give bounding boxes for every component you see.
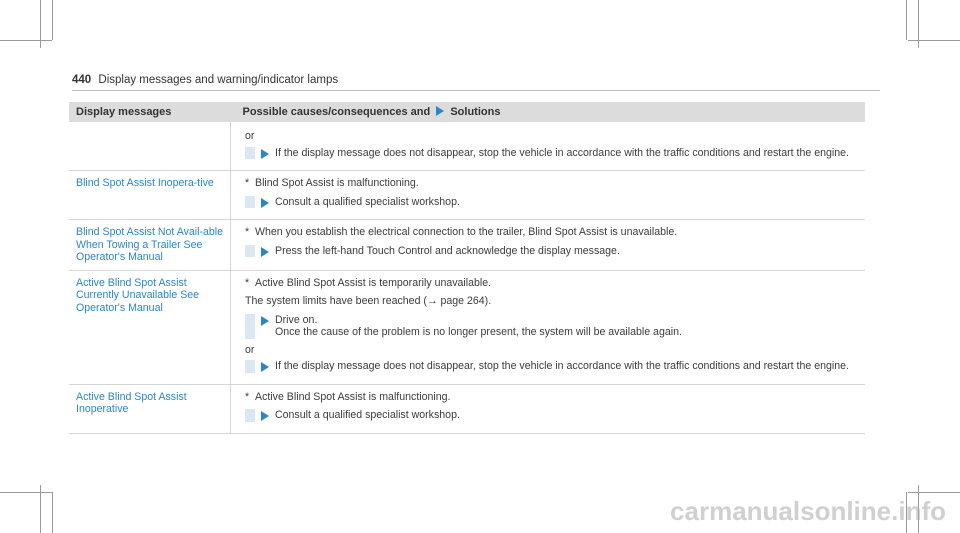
- play-arrow-icon: [261, 316, 269, 326]
- play-arrow-icon: [261, 362, 269, 372]
- step-text: Consult a qualified specialist workshop.: [275, 409, 460, 421]
- step-bar: [245, 245, 255, 258]
- step-bar: [245, 147, 255, 160]
- play-arrow-icon: [261, 247, 269, 257]
- message-cell: [69, 122, 231, 171]
- table-row: [69, 270, 865, 384]
- play-arrow-icon: [261, 149, 269, 159]
- display-messages-table: [69, 102, 865, 434]
- page-number: 440: [72, 74, 92, 86]
- crop-mark: [908, 40, 960, 41]
- solution-step: [245, 314, 857, 339]
- table-row: [69, 384, 865, 433]
- step-text: If the display message does not disappear, stop the vehicle in accordance with the traffic conditions and restart the engine.: [275, 146, 849, 159]
- cause-text: When you establish the electrical connection to the trailer, Blind Spot Assist is unavailable.: [255, 226, 678, 238]
- message-cell: Blind Spot Assist Not Avail-able When Towing a Trailer See Operator's Manual: [69, 220, 231, 271]
- or-text: or: [245, 130, 255, 142]
- cause-cell: [231, 270, 866, 384]
- table-header-row: [69, 102, 865, 122]
- play-arrow-icon: [261, 198, 269, 208]
- cause-cell: [231, 122, 866, 171]
- message-cell: Active Blind Spot Assist Inoperative: [69, 384, 231, 433]
- header-causes-solutions: [231, 102, 866, 122]
- step-bar: [245, 409, 255, 422]
- step-bar: [245, 360, 255, 373]
- solution-step: [245, 360, 857, 373]
- step-text: Press the left-hand Touch Control and acknowledge the display message.: [275, 244, 620, 257]
- header-causes-label: Possible causes/consequences and: [242, 105, 431, 118]
- cause-text: Active Blind Spot Assist is malfunctioning.: [255, 390, 451, 403]
- cause-cell: [231, 384, 866, 433]
- solution-step: [245, 147, 857, 160]
- step-title: Drive on.: [275, 313, 318, 326]
- cause-item: * Active Blind Spot Assist is malfunctioning.: [245, 390, 451, 403]
- table-row: [69, 171, 865, 220]
- header-solutions-label: Solutions: [450, 105, 501, 118]
- cause-detail: The system limits have been reached (→ page 264).: [245, 295, 492, 307]
- solution-step: [245, 409, 857, 422]
- or-text: or: [245, 343, 255, 356]
- step-text: Consult a qualified specialist workshop.: [275, 195, 460, 208]
- crop-mark: [908, 492, 960, 493]
- cause-cell: [231, 220, 866, 271]
- crop-mark: [0, 40, 52, 41]
- step-bar: [245, 314, 255, 339]
- message-cell: Active Blind Spot Assist Currently Unavailable See Operator's Manual: [69, 270, 231, 384]
- step-text: Once the cause of the problem is no longer present, the system will be available again.: [275, 326, 682, 338]
- watermark: carmanualsonline.info: [670, 496, 946, 526]
- cause-item: * Active Blind Spot Assist is temporarily unavailable.: [245, 276, 492, 289]
- cause-item: * When you establish the electrical connection to the trailer, Blind Spot Assist is unavailable.: [245, 226, 678, 238]
- table-row: [69, 122, 865, 171]
- cause-text: Active Blind Spot Assist is temporarily unavailable.: [255, 276, 492, 289]
- table-row: [69, 220, 865, 271]
- cause-item: * Blind Spot Assist is malfunctioning.: [245, 177, 419, 189]
- crop-mark: [52, 492, 53, 533]
- solution-step: [245, 196, 857, 209]
- cause-cell: [231, 171, 866, 220]
- crop-mark: [52, 0, 53, 40]
- play-arrow-icon: [261, 411, 269, 421]
- message-cell: Blind Spot Assist Inopera-tive: [69, 171, 231, 220]
- step-text: If the display message does not disappear, stop the vehicle in accordance with the traffic conditions and restart the engine.: [275, 360, 849, 372]
- crop-mark: [0, 492, 52, 493]
- step-bar: [245, 196, 255, 209]
- page-title: Display messages and warning/indicator lamps: [98, 74, 339, 86]
- page-header: [72, 74, 880, 91]
- solution-step: [245, 245, 857, 258]
- header-display-messages: Display messages: [69, 102, 231, 122]
- cause-text: Blind Spot Assist is malfunctioning.: [255, 177, 419, 189]
- play-arrow-icon: [436, 106, 444, 116]
- crop-mark: [906, 0, 907, 40]
